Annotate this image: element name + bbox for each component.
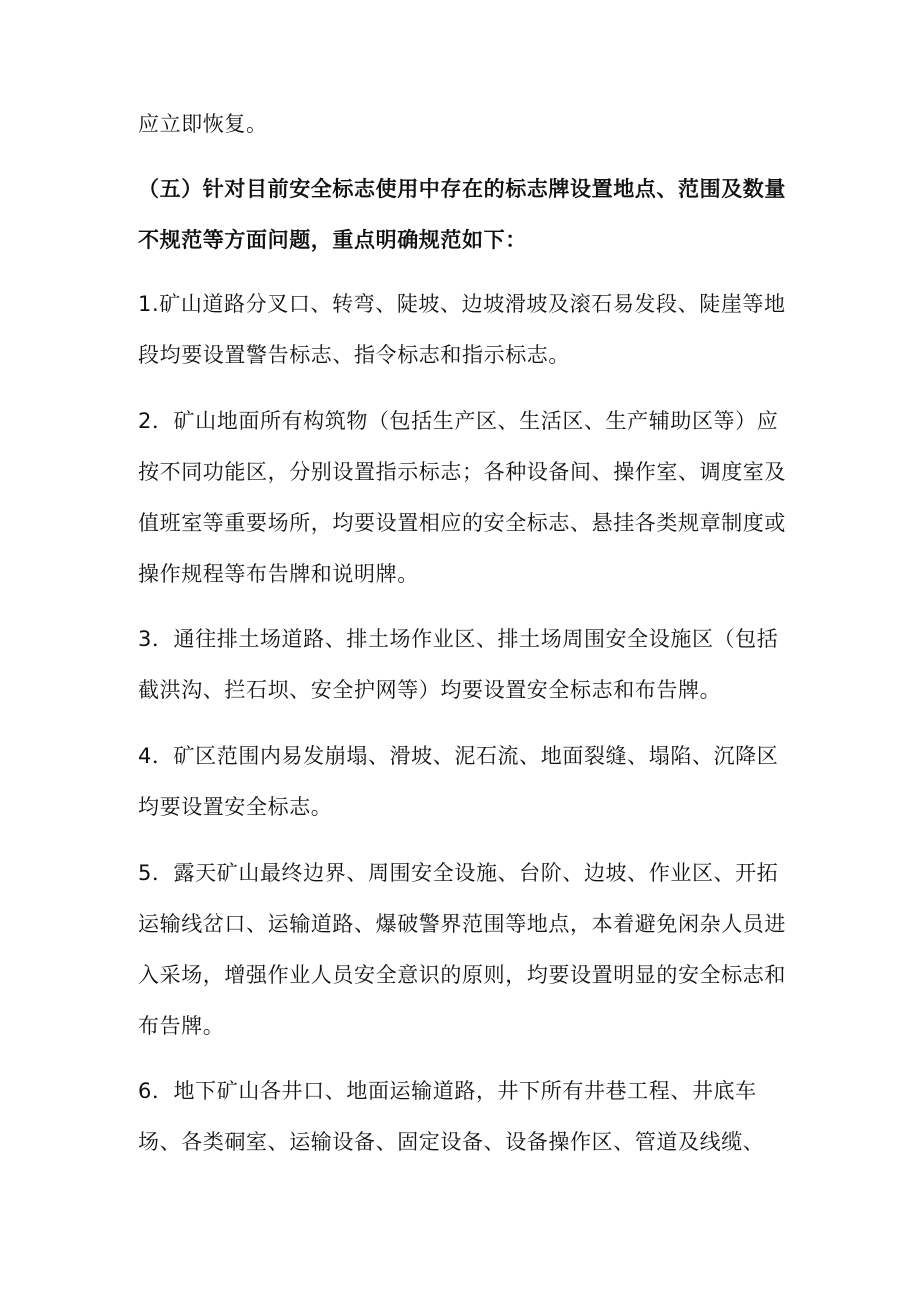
item-2-line-2: 按不同功能区，分别设置指示标志；各种设备间、操作室、调度室及: [138, 460, 786, 484]
text-line-1: 应立即恢复。: [138, 112, 268, 136]
item-4-line-2: 均要设置安全标志。: [138, 795, 333, 819]
item-5-line-1: 5．露天矿山最终边界、周围安全设施、台阶、边坡、作业区、开拓: [138, 861, 779, 885]
item-5-line-3: 入采场，增强作业人员安全意识的原则，均要设置明显的安全标志和: [138, 963, 786, 987]
item-2-line-4: 操作规程等布告牌和说明牌。: [138, 562, 419, 586]
item-6-line-2: 场、各类硐室、运输设备、固定设备、设备操作区、管道及线缆、: [138, 1130, 765, 1154]
item-3-line-1: 3．通往排土场道路、排土场作业区、排土场周围安全设施区（包括: [138, 627, 779, 651]
item-5-line-2: 运输线岔口、运输道路、爆破警界范围等地点，本着避免闲杂人员进: [138, 912, 786, 936]
item-2-line-3: 值班室等重要场所，均要设置相应的安全标志、悬挂各类规章制度或: [138, 511, 786, 535]
section-heading-line-2: 不规范等方面问题，重点明确规范如下：: [138, 228, 527, 252]
item-1-line-2: 段均要设置警告标志、指令标志和指示标志。: [138, 343, 570, 367]
item-5-line-4: 布告牌。: [138, 1014, 225, 1038]
item-6-line-1: 6．地下矿山各井口、地面运输道路，井下所有井巷工程、井底车: [138, 1079, 757, 1103]
item-2-line-1: 2．矿山地面所有构筑物（包括生产区、生活区、生产辅助区等）应: [138, 409, 779, 433]
item-3-line-2: 截洪沟、拦石坝、安全护网等）均要设置安全标志和布告牌。: [138, 678, 722, 702]
item-1-line-1: 1.矿山道路分叉口、转弯、陡坡、边坡滑坡及滚石易发段、陡崖等地: [138, 292, 786, 316]
section-heading-line-1: （五）针对目前安全标志使用中存在的标志牌设置地点、范围及数量: [138, 177, 786, 201]
item-4-line-1: 4．矿区范围内易发崩塌、滑坡、泥石流、地面裂缝、塌陷、沉降区: [138, 744, 779, 768]
